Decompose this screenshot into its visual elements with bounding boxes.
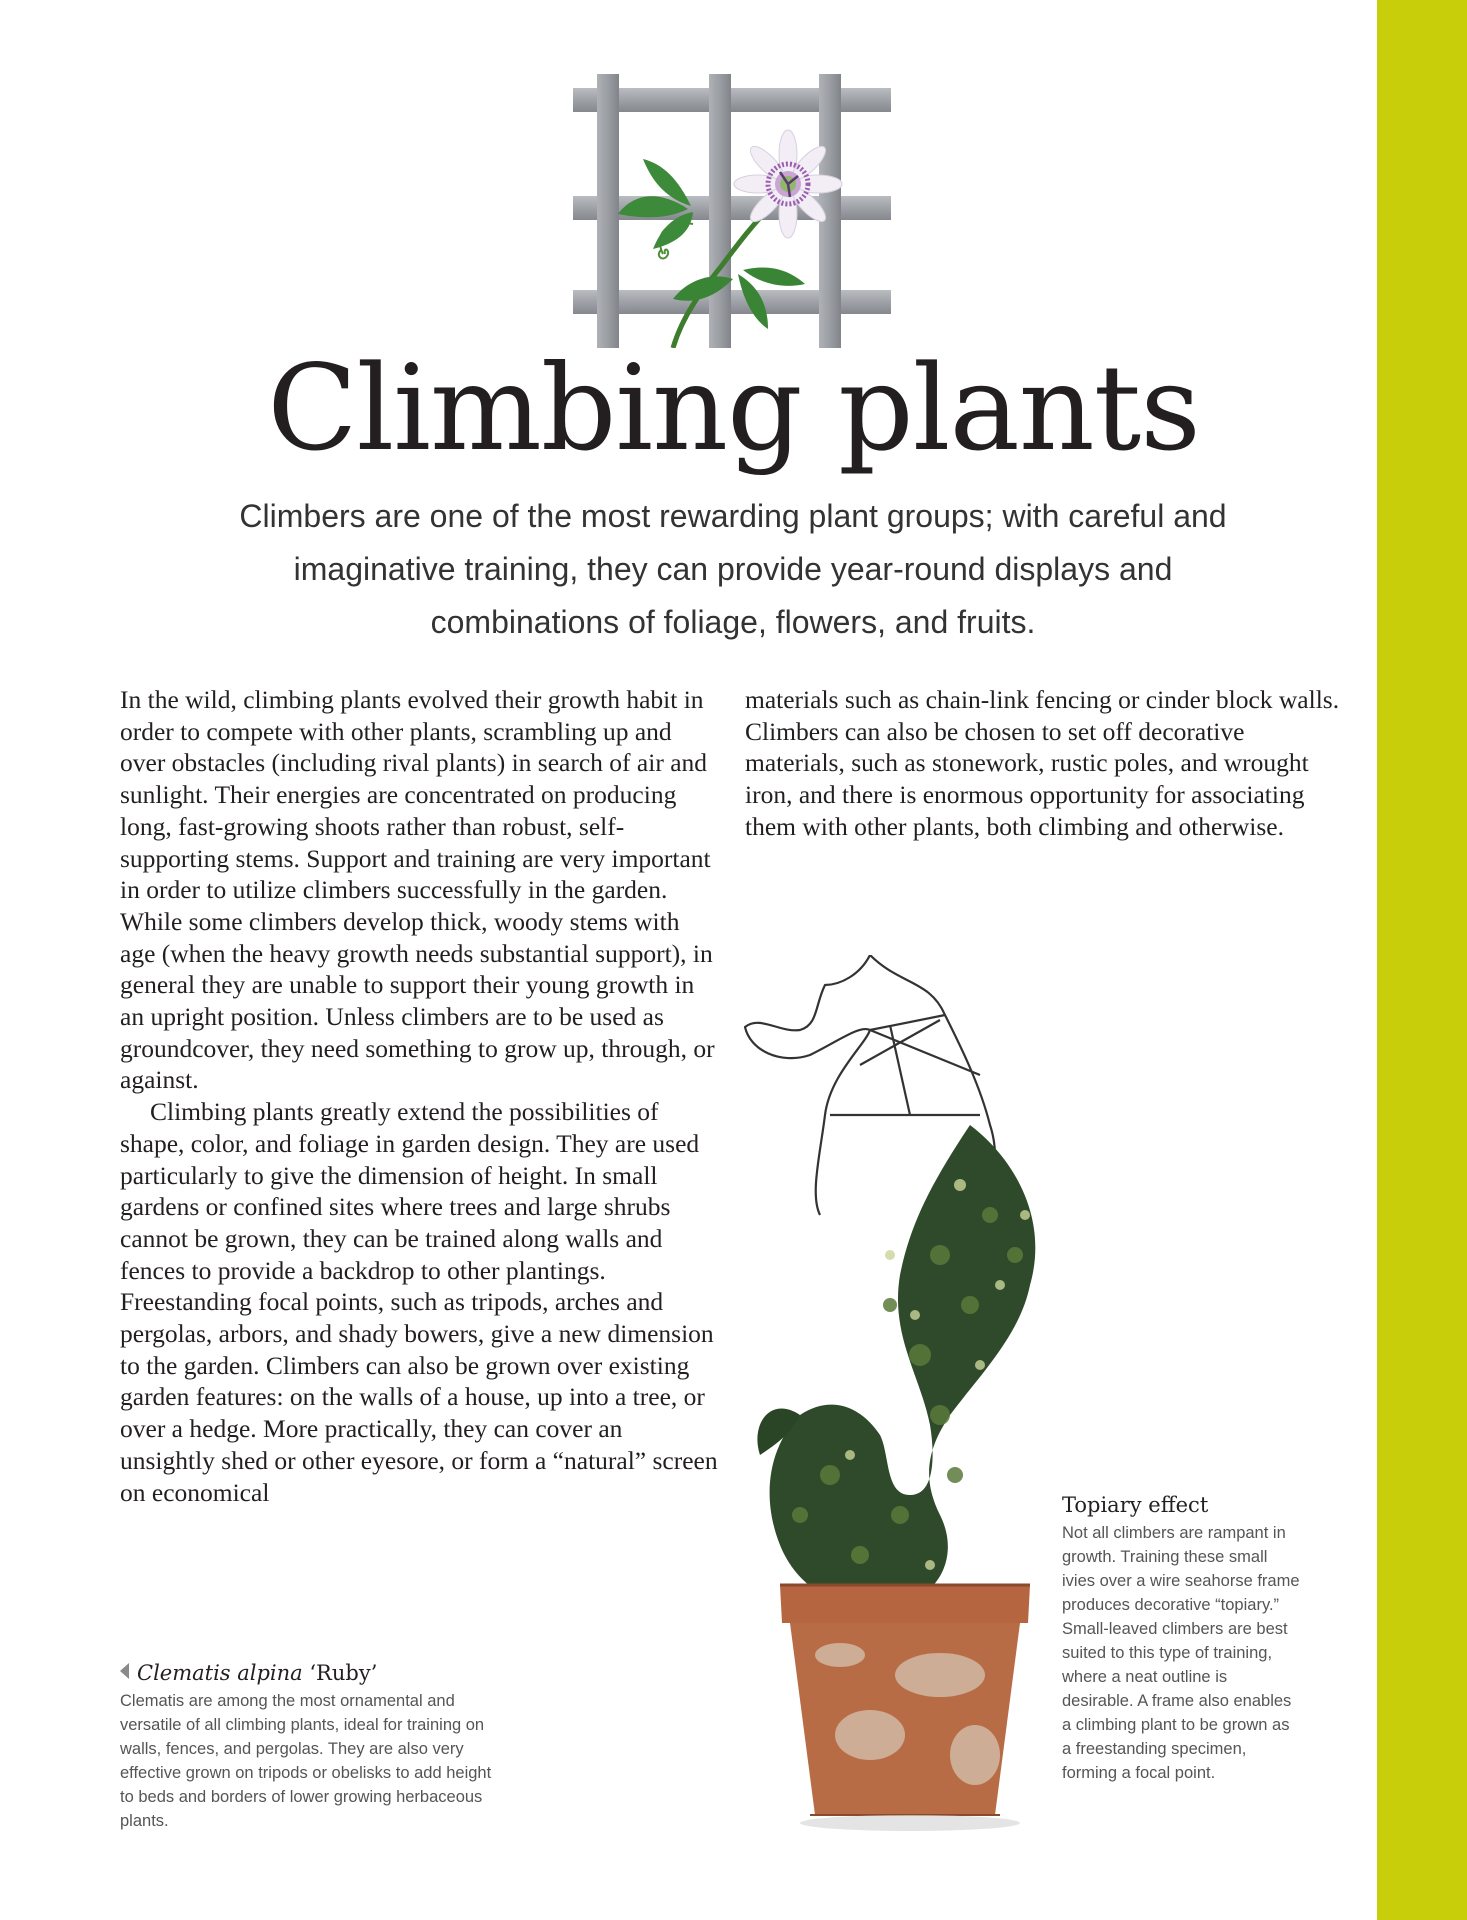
caption-topiary [1062,1491,1302,1785]
body-paragraph: In the wild, climbing plants evolved their growth habit in order to compete with other plants, scrambling up and over obstacles (including rival plants) in search of air and sunlight. Their energies are concentrated on producing long, fast-growing shoots rather than robust, self-supporting stems. Support and training are very important in order to utilize climbers successfully in the garden. While some climbers develop thick, woody stems with age (when the heavy growth needs substantial support), in general they are unable to support their young growth in an upright position. Unless climbers are to be used as groundcover, they need something to grow up, through, or against. [120,685,715,1095]
body-paragraph: Climbing plants greatly extend the possibilities of shape, color, and foliage in garden design. They are used particularly to give the dimension of height. In small gardens or confined sites where trees and large shrubs cannot be grown, they can be trained along walls and fences to provide a backdrop to other plantings. Freestanding focal points, such as tripods, arches and pergolas, arbors, and shady bowers, give a new dimension to the garden. Climbers can also be grown over existing garden features: on the walls of a house, up into a tree, or over a hedge. More practically, they can cover an unsightly shed or other eyesore, or form a “natural” screen on economical [120,1097,718,1507]
body-column-left [120,684,720,1508]
caption-title: Topiary effect [1062,1493,1209,1517]
caption-title [120,1659,505,1687]
page-title: Climbing plants [267,339,1200,477]
body-column-right [745,684,1345,843]
caption-title-italic: Clematis alpina [137,1661,303,1685]
intro-text: Climbers are one of the most rewarding plant groups; with careful and imaginative training, they can provide year-round displays and combinations of foliage, flowers, and fruits. [239,498,1227,640]
trellis-passionflower-illustration [573,74,891,348]
caption-title-rest: ‘Ruby’ [302,1661,378,1685]
caption-text: Not all climbers are rampant in growth. Training these small ivies over a wire seahorse frame produces decorative “topiary.” Small-leaved climbers are best suited to this type of training, where a neat outline is desirable. A frame also enables a climbing plant to be grown as a freestanding specimen, forming a focal point. [1062,1524,1300,1782]
body-paragraph: materials such as chain-link fencing or cinder block walls. Climbers can also be chosen to set off decorative materials, such as stonework, rustic poles, and wrought iron, and there is enormous opportunity for associating them with other plants, both climbing and otherwise. [745,685,1340,841]
caption-text: Clematis are among the most ornamental and versatile of all climbing plants, ideal for training on walls, fences, and pergolas. They are also very effective grown on tripods or obelisks to add height to beds and borders of lower growing herbaceous plants. [120,1692,492,1830]
caption-clematis [120,1659,505,1833]
left-pointer-icon [120,1663,129,1679]
accent-side-band [1377,0,1467,1920]
seahorse-topiary-photo [740,955,1100,1835]
